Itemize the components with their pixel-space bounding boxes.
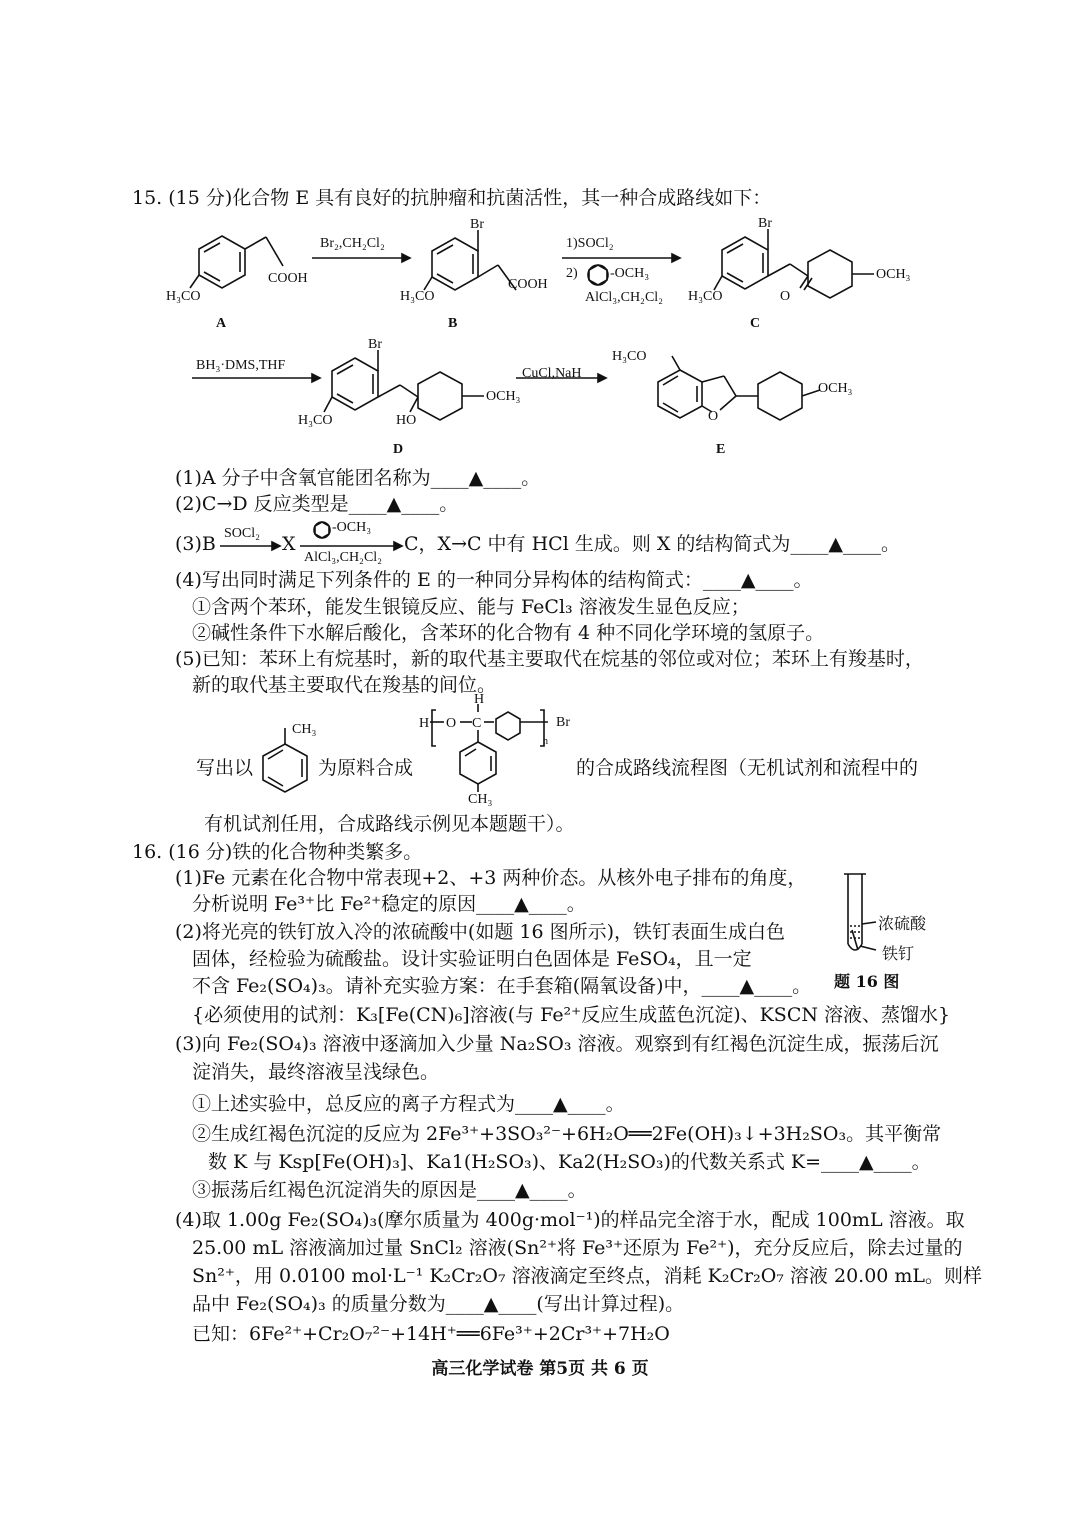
toluene-ch3: CH₃ [292, 722, 317, 737]
svg-text:n: n [543, 736, 548, 747]
q16-part3-sub2-line1: ②生成红褐色沉淀的反应为 2Fe³⁺+3SO₃²⁻+6H₂O══2Fe(OH)₃↓+3H₂SO₃。其平衡常 [192, 1123, 942, 1145]
q16-part4-line4: 品中 Fe₂(SO₄)₃ 的质量分数为____▲____(写出计算过程)。 [192, 1293, 685, 1315]
svg-text:H₃CO: H₃CO [298, 413, 333, 428]
polymer-ch3: CH₃ [468, 792, 493, 807]
svg-text:OCH₃: OCH₃ [818, 381, 853, 396]
svg-text:O: O [446, 716, 457, 731]
svg-text:H₃CO: H₃CO [166, 289, 201, 304]
svg-text:H₃CO: H₃CO [688, 289, 723, 304]
q16-part3-line1: (3)向 Fe₂(SO₄)₃ 溶液中逐滴加入少量 Na₂SO₃ 溶液。观察到有红褐色沉淀生成，振荡后沉 [175, 1033, 939, 1055]
q16-part1-line1: (1)Fe 元素在化合物中常表现+2、+3 两种价态。从核外电子排布的角度， [175, 867, 807, 889]
q15-part5-line4: 有机试剂任用，合成路线示例见本题题干）。 [204, 813, 575, 835]
compound-d-structure [298, 337, 521, 428]
step1-reagent: Br₂,CH₂Cl₂ [320, 236, 385, 251]
fig-label-nail: 铁钉 [882, 944, 915, 963]
step2-reagent-c: AlCl₃,CH₂Cl₂ [585, 290, 664, 305]
q16-part2-line2: 固体，经检验为硫酸盐。设计实验证明白色固体是 FeSO₄，且一定 [192, 948, 752, 970]
q15-part3-reagent2-bottom: AlCl₃,CH₂Cl₂ [304, 550, 383, 565]
polymer-structure [419, 692, 570, 792]
compound-b-structure [400, 217, 548, 304]
q15-part5-mid: 为原料合成 [318, 757, 414, 779]
q15-part3-prefix: (3)B [175, 533, 216, 555]
q15-part3-x: X [282, 533, 296, 555]
svg-text:H: H [419, 716, 430, 731]
svg-text:COOH: COOH [508, 277, 548, 292]
svg-text:Br: Br [368, 337, 382, 352]
q16-part2-line4: {必须使用的试剂：K₃[Fe(CN)₆]溶液(与 Fe²⁺反应生成蓝色沉淀)、KSCN 溶液、蒸馏水} [192, 1004, 951, 1026]
svg-text:O: O [708, 409, 719, 424]
label-a: A [216, 316, 227, 331]
svg-text:OCH₃: OCH₃ [876, 267, 911, 282]
svg-text:OCH₃: OCH₃ [486, 389, 521, 404]
svg-text:H₃CO: H₃CO [612, 349, 647, 364]
compound-e-structure [612, 349, 853, 424]
svg-text:H: H [474, 692, 485, 707]
svg-text:COOH: COOH [268, 271, 308, 286]
label-d: D [393, 442, 404, 457]
svg-text:C: C [472, 716, 482, 731]
step3-reagent: BH₃·DMS,THF [196, 358, 286, 373]
q16-header: 16. (16 分)铁的化合物种类繁多。 [132, 841, 423, 863]
q15-part4-cond2: ②碱性条件下水解后酸化，含苯环的化合物有 4 种不同化学环境的氢原子。 [192, 622, 825, 644]
q15-part2: (2)C→D 反应类型是____▲____。 [175, 493, 459, 515]
step2-reagent-a: 1)SOCl₂ [566, 236, 614, 251]
svg-text:Br: Br [470, 217, 484, 232]
page-footer: 高三化学试卷 第5页 共 6 页 [431, 1359, 649, 1379]
q15-part3-suffix: C，X→C 中有 HCl 生成。则 X 的结构简式为____▲____。 [404, 533, 901, 555]
q16-part3-line2: 淀消失，最终溶液呈浅绿色。 [192, 1061, 440, 1083]
q15-part3-reagent2-top: -OCH₃ [332, 520, 372, 535]
label-c: C [750, 316, 761, 331]
q16-part3-sub1: ①上述实验中，总反应的离子方程式为____▲____。 [192, 1093, 625, 1115]
q16-part4-line2: 25.00 mL 溶液滴加过量 SnCl₂ 溶液(Sn²⁺将 Fe³⁺还原为 Fe²⁺)，充分反应后，除去过量的 [192, 1237, 963, 1259]
svg-text:Br: Br [758, 216, 772, 231]
fig-caption: 题 16 图 [834, 972, 900, 991]
q16-part1-line2: 分析说明 Fe³⁺比 Fe²⁺稳定的原因____▲____。 [192, 893, 586, 915]
q16-part3-sub3: ③振荡后红褐色沉淀消失的原因是____▲____。 [192, 1179, 587, 1201]
q16-part4-line3: Sn²⁺，用 0.0100 mol·L⁻¹ K₂Cr₂O₇ 溶液滴定至终点，消耗 K₂Cr₂O₇ 溶液 20.00 mL。则样 [192, 1265, 983, 1287]
q16-part4-known: 已知：6Fe²⁺+Cr₂O₇²⁻+14H⁺══6Fe³⁺+2Cr³⁺+7H₂O [192, 1323, 670, 1345]
q15-header: 15. (15 分)化合物 E 具有良好的抗肿瘤和抗菌活性，其一种合成路线如下： [132, 187, 772, 209]
step2-reagent-b-group: -OCH₃ [610, 266, 650, 281]
label-e: E [716, 442, 726, 457]
q15-part5-post: 的合成路线流程图（无机试剂和流程中的 [576, 757, 919, 779]
q15-part4: (4)写出同时满足下列条件的 E 的一种同分异构体的结构简式：____▲____。 [175, 569, 813, 591]
label-b: B [448, 316, 458, 331]
synthesis-scheme [0, 0, 1080, 470]
svg-text:Br: Br [556, 715, 570, 730]
fig-label-acid: 浓硫酸 [878, 914, 927, 933]
q16-part2-line1: (2)将光亮的铁钉放入冷的浓硫酸中(如题 16 图所示)，铁钉表面生成白色 [175, 921, 785, 943]
q16-part4-line1: (4)取 1.00g Fe₂(SO₄)₃(摩尔质量为 400g·mol⁻¹)的样品完全溶于水，配成 100mL 溶液。取 [175, 1209, 965, 1231]
q16-part2-line3: 不含 Fe₂(SO₄)₃。请补充实验方案：在手套箱(隔氧设备)中，____▲____。 [192, 975, 812, 997]
q15-part5-line2: 新的取代基主要取代在羧基的间位。 [192, 674, 497, 696]
compound-a-structure [166, 236, 308, 304]
q15-part4-cond1: ①含两个苯环，能发生银镜反应、能与 FeCl₃ 溶液发生显色反应； [192, 596, 750, 618]
q15-part1: (1)A 分子中含氧官能团名称为____▲____。 [175, 467, 541, 489]
q15-part5-line1: (5)已知：苯环上有烷基时，新的取代基主要取代在烷基的邻位或对位；苯环上有羧基时， [175, 648, 924, 670]
step4-reagent: CuCl,NaH [522, 366, 582, 381]
compound-c-structure [688, 216, 911, 304]
svg-text:O: O [780, 289, 791, 304]
q16-part3-sub2-line2: 数 K 与 Ksp[Fe(OH)₃]、Ka1(H₂SO₃)、Ka2(H₂SO₃)的代数关系式 K=____▲____。 [208, 1151, 931, 1173]
q15-part3-reagent1: SOCl₂ [224, 526, 261, 541]
step2-reagent-b: 2) [566, 266, 578, 281]
svg-text:H₃CO: H₃CO [400, 289, 435, 304]
q15-part5-pre: 写出以 [196, 757, 254, 779]
svg-text:HO: HO [396, 413, 417, 428]
